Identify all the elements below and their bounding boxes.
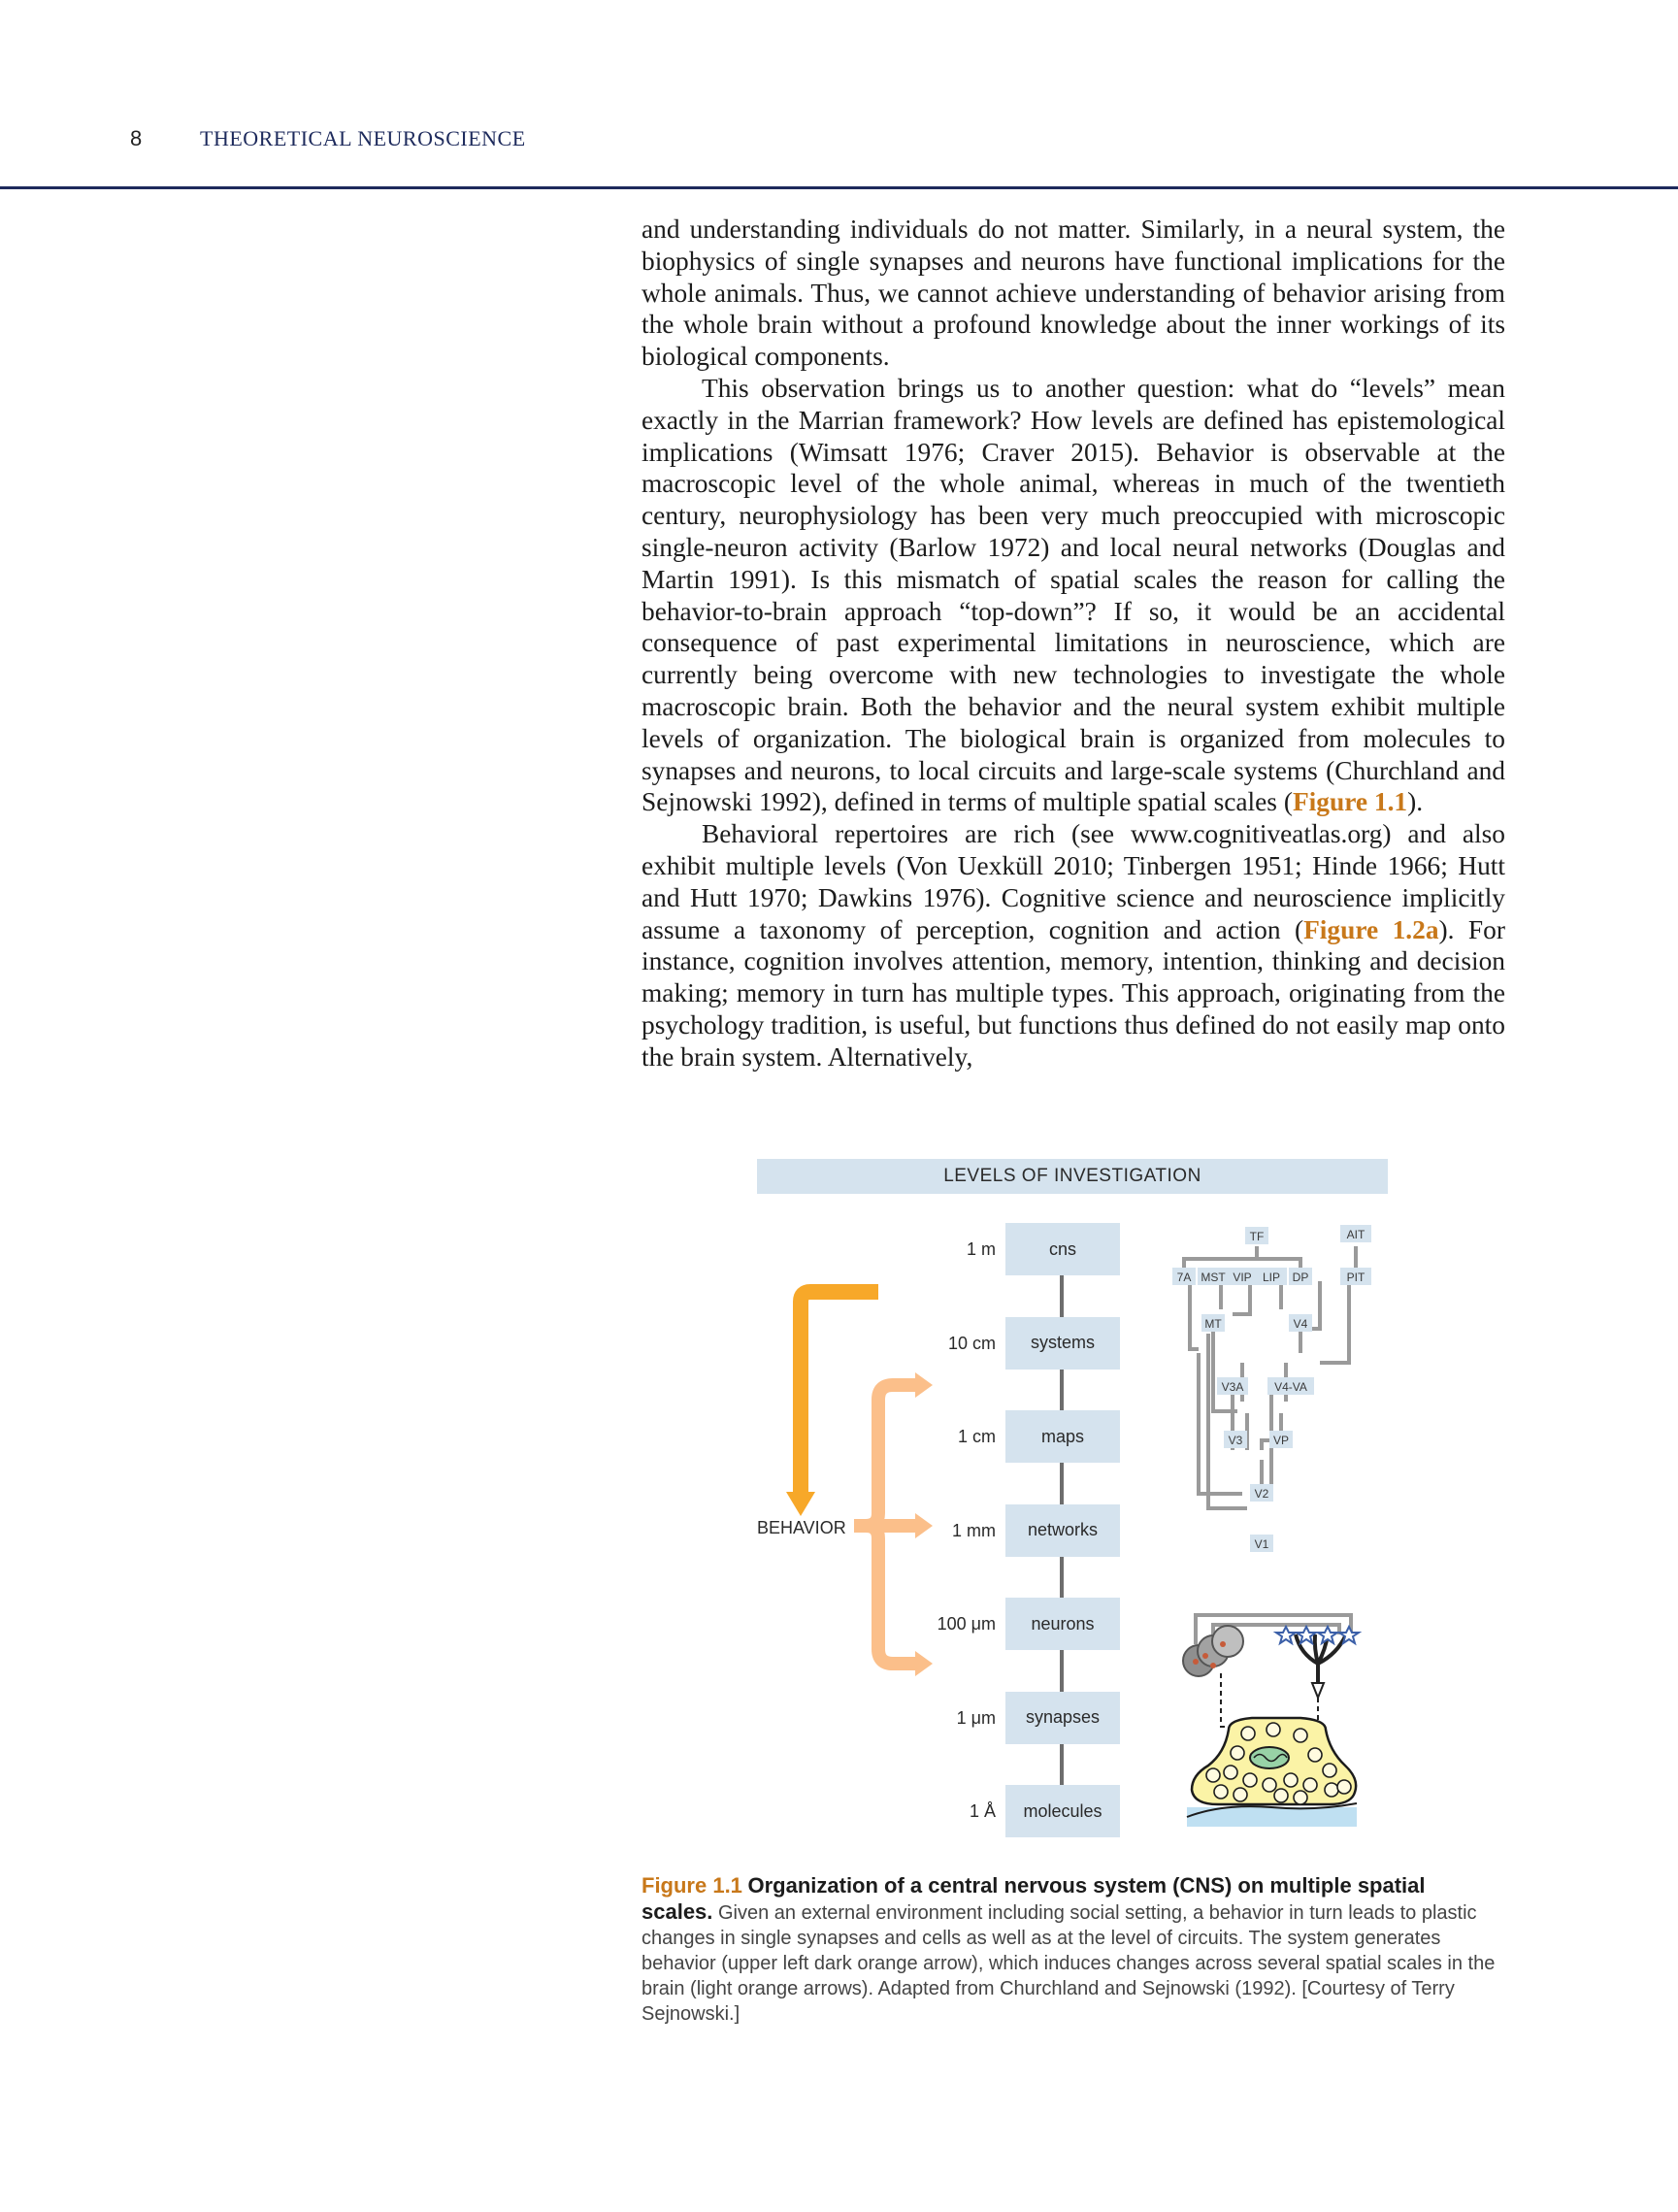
paragraph-3 xyxy=(642,818,1505,1073)
figure-1-1-link[interactable]: Figure 1.1 xyxy=(1292,787,1408,817)
synapse-illustration xyxy=(1187,1718,1357,1827)
visual-area-label: MST xyxy=(1201,1271,1226,1284)
caption-figure-label: Figure 1.1 xyxy=(642,1873,742,1898)
level-scale-label: 1 m xyxy=(966,1239,996,1259)
paragraph-1: and understanding individuals do not matter. Similarly, in a neural system, the biophysics of single synapses and neurons have functional implications for the whole animals. Thus, we cannot achieve understanding of behavior arising from the whole brain without a profound knowledge about the inner workings of its biological components. xyxy=(642,215,1505,372)
visual-area-label: DP xyxy=(1292,1271,1309,1284)
page-header xyxy=(0,0,1678,189)
visual-area-label: V1 xyxy=(1254,1537,1269,1551)
level-box-molecules: molecules xyxy=(1005,1785,1120,1837)
paragraph-2-text-a: This observation brings us to another question: what do “levels” mean exactly in the Marrian framework? How levels are defined has epistemological implications (Wimsatt 1976; Craver 2015). Behavior is observable at the macroscopic level of the whole animal, whereas in much of the twentieth century, neurophysiology has been very much preoccupied with microscopic single-neuron activity (Barlow 1972) and local neural networks (Douglas and Martin 1991). Is this mismatch of spatial scales the reason for calling the behavior-to-brain approach “top-down”? If so, it would be an accidental consequence of past experimental limitations in neuroscience, which are currently being overcome with new technologies to investigate the whole macroscopic brain. Both the behavior and the neural system exhibit multiple levels of organization. The biological brain is organized from molecules to synapses and neurons, to local circuits and large-scale systems (Churchland and Sejnowski 1992), defined in terms of multiple spatial scales ( xyxy=(642,373,1505,817)
level-scale-label: 1 Å xyxy=(969,1801,996,1821)
visual-area-label: PIT xyxy=(1346,1271,1365,1284)
caption-text: Given an external environment including social setting, a behavior in turn leads to plastic changes in single synapses and cells as well as at the level of circuits. The system generates behavior (upper left dark orange arrow), which induces changes across several spatial scales in the brain (light orange arrows). Adapted from Churchland and Sejnowski (1992). [Courtesy of Terry Sejnowski.] xyxy=(642,1902,1496,2025)
level-box-neurons: neurons xyxy=(1005,1598,1120,1650)
behavior-label: BEHAVIOR xyxy=(757,1518,846,1537)
paragraph-2 xyxy=(642,373,1505,818)
visual-area-label: AIT xyxy=(1346,1228,1365,1241)
visual-area-label: V2 xyxy=(1254,1487,1269,1501)
level-box-maps: maps xyxy=(1005,1410,1120,1463)
level-box-synapses: synapses xyxy=(1005,1692,1120,1744)
caption-title: Organization of a central nervous system (CNS) on multiple spatial scales. xyxy=(642,1873,1426,1924)
visual-area-label: TF xyxy=(1249,1230,1265,1243)
visual-area-label: 7A xyxy=(1176,1271,1192,1284)
figure-1-2a-link[interactable]: Figure 1.2a xyxy=(1303,914,1439,944)
level-scale-label: 1 cm xyxy=(957,1427,996,1446)
figure-levels-of-investigation xyxy=(757,1159,1388,1838)
level-box-systems: systems xyxy=(1005,1317,1120,1370)
level-box-cns: cns xyxy=(1005,1223,1120,1275)
paragraph-3-text-a: Behavioral repertoires are rich (see www.cognitiveatlas.org) and also exhibit multiple levels (Von Uexküll 2010; Tinbergen 1951; Hinde 1966; Hutt and Hutt 1970; Dawkins 1976). Cognitive science and neuroscience implicitly assume a taxonomy of perception, cognition and action ( xyxy=(642,819,1505,944)
paragraph-2-text-b: ). xyxy=(1407,787,1424,817)
visual-area-label: V4-VA xyxy=(1274,1380,1307,1394)
visual-area-label: VP xyxy=(1272,1434,1290,1447)
level-scale-label: 1 μm xyxy=(956,1707,996,1728)
level-box-networks: networks xyxy=(1005,1504,1120,1557)
visual-area-label: MT xyxy=(1204,1317,1222,1331)
level-scale-label: 10 cm xyxy=(947,1333,996,1353)
visual-area-label: VIP xyxy=(1233,1271,1252,1284)
figure-header: LEVELS OF INVESTIGATION xyxy=(757,1159,1388,1194)
paragraph-3-text-b: ). For instance, cognition involves attention, memory, intention, thinking and decision making; memory in turn has multiple types. This approach, originating from the psychology tradition, is useful, but functions thus defined do not easily map onto the brain system. Alternatively, xyxy=(642,914,1505,1072)
page-number: 8 xyxy=(130,126,143,150)
visual-area-label: V3A xyxy=(1221,1380,1244,1394)
visual-area-label: V4 xyxy=(1293,1317,1308,1331)
body-text xyxy=(642,214,1505,1073)
level-scale-label: 1 mm xyxy=(952,1520,996,1540)
visual-area-labels xyxy=(1172,1225,1371,1552)
figure-caption xyxy=(642,1873,1496,2027)
visual-area-label: V3 xyxy=(1228,1434,1243,1447)
visual-area-label: LIP xyxy=(1262,1271,1281,1284)
neuron-network-illustration xyxy=(1183,1615,1359,1727)
running-title: THEORETICAL NEUROSCIENCE xyxy=(200,126,526,150)
behavior-arrow xyxy=(786,1292,878,1516)
level-scale-label: 100 μm xyxy=(937,1614,996,1634)
